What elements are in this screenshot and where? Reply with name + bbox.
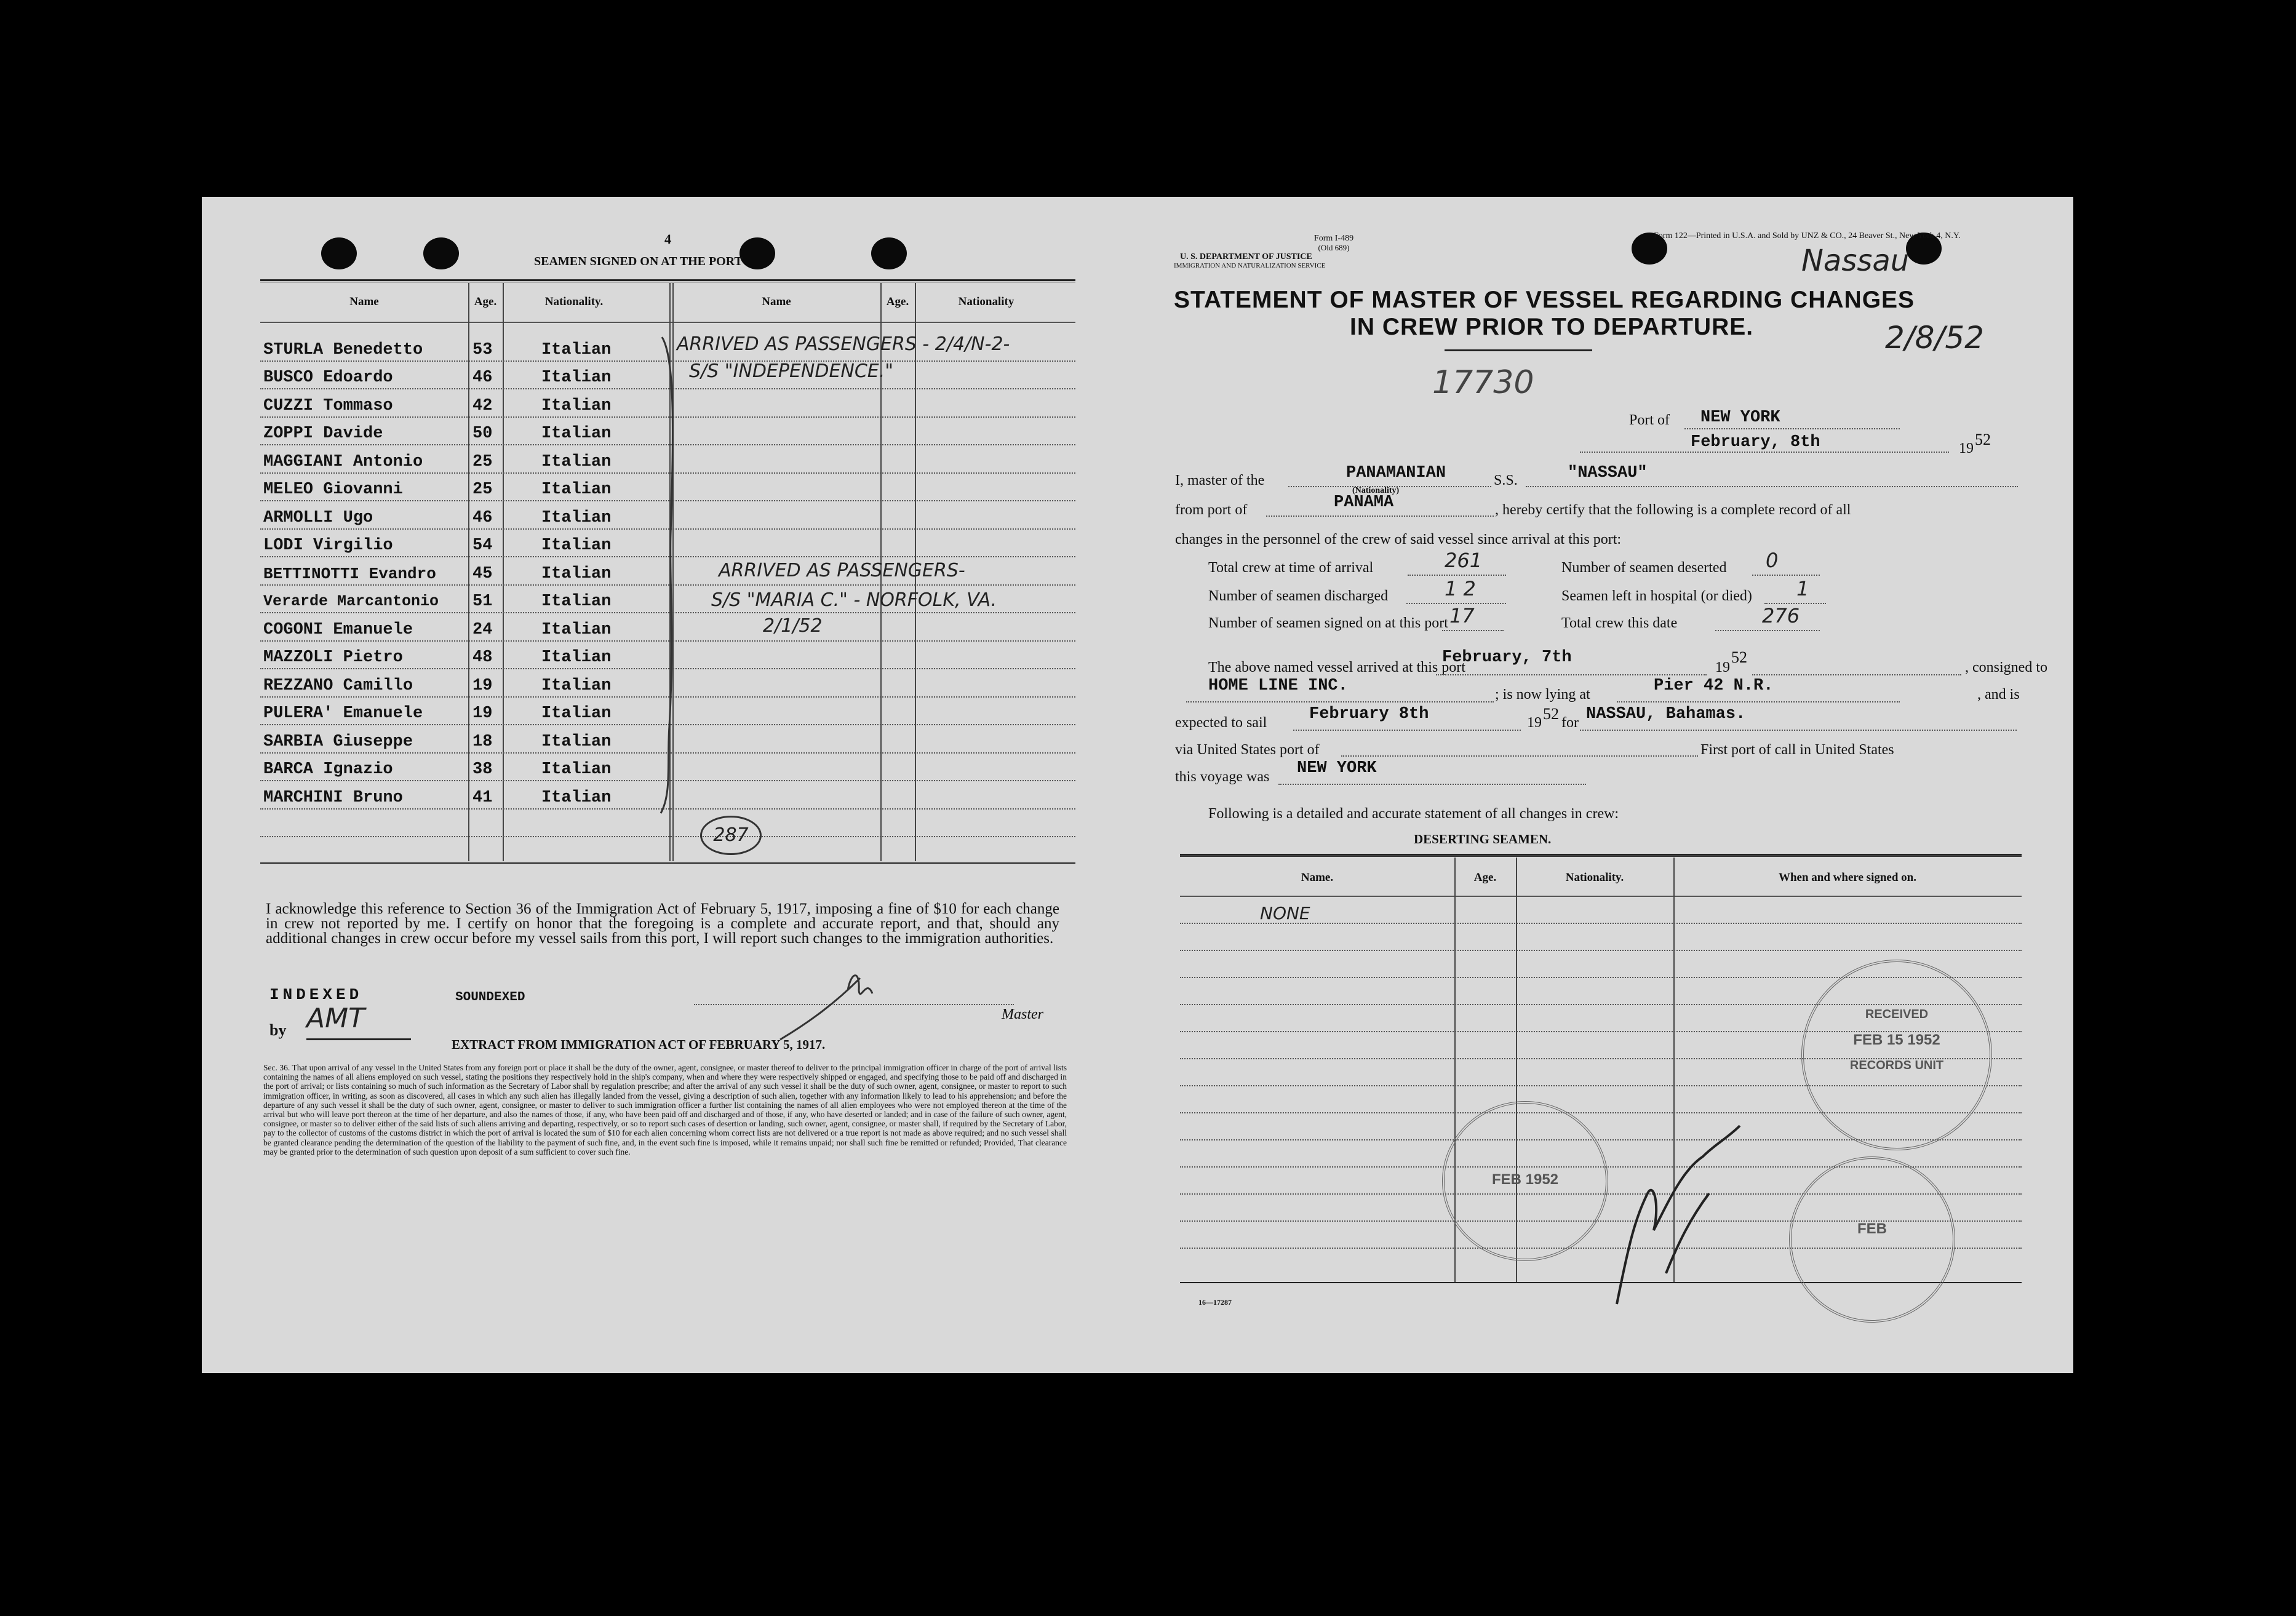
punch-hole — [871, 237, 907, 269]
seaman-name: Verarde Marcantonio — [263, 592, 439, 610]
certify-text: , hereby certify that the following is a complete record of all — [1495, 502, 1851, 518]
port-stamp-date: FEB 1952 — [1491, 1171, 1559, 1188]
annotation-independence-line2: S/S "INDEPENDENCE." — [689, 360, 894, 382]
received-stamp-line1: RECEIVED — [1865, 1008, 1929, 1021]
seaman-nationality: Italian — [541, 341, 612, 359]
seaman-nationality: Italian — [541, 677, 612, 695]
seaman-name: MELEO Giovanni — [263, 480, 403, 499]
field-line — [1442, 630, 1504, 631]
rule — [1180, 896, 2022, 897]
right-page — [1174, 197, 2073, 1373]
sail-year-prefix: 19 — [1527, 715, 1542, 731]
annotation-maria-line2: S/S "MARIA C." - NORFOLK, VA. — [711, 589, 997, 611]
col-header-name: Name — [349, 295, 379, 308]
seaman-age: 19 — [472, 677, 493, 695]
desert-col-nationality: Nationality. — [1565, 871, 1624, 884]
seaman-age: 19 — [472, 704, 493, 723]
port-label: Port of — [1629, 412, 1670, 428]
seaman-nationality: Italian — [541, 480, 612, 499]
form-number: Form I-489 — [1313, 234, 1354, 243]
col-divider — [503, 283, 504, 861]
voyage-value: NEW YORK — [1297, 759, 1377, 778]
seaman-name: MARCHINI Bruno — [263, 789, 403, 807]
left-hospital-label: Seamen left in hospital (or died) — [1561, 588, 1752, 604]
received-stamp-line3: RECORDS UNIT — [1849, 1059, 1944, 1072]
nationality-value: PANAMANIAN — [1346, 464, 1446, 482]
footer-code: 16—17287 — [1198, 1298, 1232, 1307]
arrived-year-prefix: 19 — [1715, 659, 1730, 675]
document-sheet — [202, 197, 2073, 1373]
col-header-nationality: Nationality. — [544, 295, 604, 308]
seamen-deserted-value: 0 — [1766, 549, 1779, 572]
received-stamp — [1801, 960, 1992, 1150]
seaman-age: 24 — [472, 621, 493, 639]
control-stamp-text: FEB — [1857, 1220, 1887, 1237]
lying-at: Pier 42 N.R. — [1654, 677, 1774, 695]
indexed-stamp: INDEXED — [269, 985, 363, 1004]
seaman-name: ARMOLLI Ugo — [263, 509, 373, 527]
desert-col-signed-on: When and where signed on. — [1778, 871, 1916, 884]
section-title: SEAMEN SIGNED ON AT THE PORT — [534, 255, 743, 268]
by-label: by — [269, 1021, 287, 1039]
file-number: 17730 — [1432, 364, 1534, 401]
seaman-name: LODI Virgilio — [263, 536, 393, 555]
field-line — [1408, 575, 1506, 576]
seaman-nationality: Italian — [541, 453, 612, 471]
consigned-label: , consigned to — [1965, 659, 2047, 675]
form-old-number: (Old 689) — [1318, 243, 1350, 252]
rule — [260, 862, 1075, 864]
seaman-nationality: Italian — [541, 648, 612, 667]
total-crew-arrival-label: Total crew at time of arrival — [1208, 560, 1374, 576]
rule — [1180, 856, 2022, 857]
col-header-age: Age. — [474, 295, 497, 308]
soundexed-stamp: SOUNDEXED — [455, 990, 525, 1005]
seaman-nationality: Italian — [541, 565, 612, 583]
col-header-nationality: Nationality — [958, 295, 1014, 308]
field-line — [1278, 784, 1586, 785]
field-line — [1715, 630, 1820, 631]
seaman-nationality: Italian — [541, 424, 612, 443]
and-is-label: , and is — [1977, 687, 2020, 703]
by-initials: AMT — [306, 1003, 365, 1034]
seaman-name: SARBIA Giuseppe — [263, 733, 413, 751]
seaman-name: MAGGIANI Antonio — [263, 453, 423, 471]
deserting-title: DESERTING SEAMEN. — [1414, 832, 1552, 846]
seaman-age: 50 — [472, 424, 493, 443]
seaman-age: 51 — [472, 592, 493, 611]
field-line — [1436, 674, 1707, 675]
seaman-age: 38 — [472, 760, 493, 779]
seaman-age: 42 — [472, 397, 493, 415]
row-rule — [1180, 950, 2022, 951]
seaman-nationality: Italian — [541, 368, 612, 387]
left-page — [202, 197, 1137, 1373]
seaman-nationality: Italian — [541, 733, 612, 751]
seaman-name: PULERA' Emanuele — [263, 704, 423, 723]
arrived-label: The above named vessel arrived at this port — [1208, 659, 1465, 675]
sail-year: 52 — [1543, 705, 1559, 723]
rule — [260, 279, 1075, 281]
field-line — [1684, 428, 1900, 429]
field-line — [1580, 452, 1949, 453]
handwritten-date: 2/8/52 — [1885, 320, 1984, 356]
port-stamp — [1442, 1101, 1608, 1261]
arrived-year: 52 — [1731, 648, 1747, 666]
seaman-name: MAZZOLI Pietro — [263, 648, 403, 667]
col-header-name: Name — [762, 295, 791, 308]
total-crew-date-label: Total crew this date — [1561, 615, 1678, 631]
ss-label: S.S. — [1494, 472, 1518, 488]
annotation-maria-line1: ARRIVED AS PASSENGERS- — [719, 560, 965, 581]
col-header-age: Age. — [886, 295, 909, 308]
ship-name: "NASSAU" — [1568, 464, 1648, 482]
service: IMMIGRATION AND NATURALIZATION SERVICE — [1174, 262, 1326, 269]
printer-note: Form 122—Printed in U.S.A. and Sold by UNZ & CO., 24 Beaver St., New York 4, N.Y. — [1654, 231, 1961, 241]
nationality-caption: (Nationality) — [1352, 486, 1400, 495]
seaman-age: 46 — [472, 368, 493, 387]
col-divider — [468, 283, 469, 861]
seaman-nationality: Italian — [541, 592, 612, 611]
field-line — [1752, 674, 1961, 675]
seaman-nationality: Italian — [541, 509, 612, 527]
row-rule — [260, 836, 1075, 837]
seaman-nationality: Italian — [541, 760, 612, 779]
seaman-nationality: Italian — [541, 621, 612, 639]
seaman-name: BARCA Ignazio — [263, 760, 393, 779]
desert-entry: NONE — [1260, 903, 1310, 923]
seaman-name: STURLA Benedetto — [263, 341, 423, 359]
seaman-age: 53 — [472, 341, 493, 359]
first-port-label: First port of call in United States — [1700, 742, 1894, 758]
voyage-label: this voyage was — [1175, 769, 1270, 785]
desert-col-name: Name. — [1301, 871, 1334, 884]
extract-title: EXTRACT FROM IMMIGRATION ACT OF FEBRUARY 5, 1917. — [452, 1037, 826, 1052]
seamen-deserted-label: Number of seamen deserted — [1561, 560, 1727, 576]
seaman-nationality: Italian — [541, 789, 612, 807]
received-stamp-date: FEB 15 1952 — [1853, 1032, 1940, 1048]
seaman-age: 25 — [472, 453, 493, 471]
seaman-name: BUSCO Edoardo — [263, 368, 393, 387]
seaman-name: CUZZI Tommaso — [263, 397, 393, 415]
sail-date: February 8th — [1309, 705, 1429, 723]
seaman-nationality: Italian — [541, 704, 612, 723]
field-line — [1617, 701, 1900, 703]
rule — [306, 1038, 411, 1040]
field-line — [1526, 486, 2018, 487]
field-line — [1341, 755, 1698, 757]
field-line — [1752, 575, 1820, 576]
via-label: via United States port of — [1175, 742, 1320, 758]
master-label: Master — [1002, 1006, 1043, 1022]
seaman-name: ZOPPI Davide — [263, 424, 383, 443]
field-line — [1266, 515, 1494, 517]
signed-on-label: Number of seamen signed on at this port — [1208, 615, 1448, 631]
seamen-discharged-value: 1 2 — [1445, 577, 1476, 600]
arrived-date: February, 7th — [1442, 648, 1572, 667]
seaman-age: 41 — [472, 789, 493, 807]
seaman-name: COGONI Emanuele — [263, 621, 413, 639]
changes-text: changes in the personnel of the crew of said vessel since arrival at this port: — [1175, 531, 1622, 547]
seamen-discharged-label: Number of seamen discharged — [1208, 588, 1389, 604]
department: U. S. DEPARTMENT OF JUSTICE — [1180, 252, 1312, 261]
circled-count: 287 — [700, 816, 762, 855]
date-value: February, 8th — [1691, 433, 1820, 452]
year-value: 52 — [1975, 431, 1991, 448]
total-crew-date-value: 276 — [1762, 604, 1800, 627]
seaman-age: 46 — [472, 509, 493, 527]
field-line — [1293, 730, 1521, 731]
acknowledgement-text: I acknowledge this reference to Section 36 of the Immigration Act of February 5, 1917, imposing a fine of $10 for each change in crew not reported by me. I certify on honor that the foregoing is a complete and accurate report, and that, should any additional changes in crew occur before my vessel sails from this port, I will report such changes to the immigration authorities. — [266, 901, 1059, 947]
seaman-age: 45 — [472, 565, 493, 583]
annotation-maria-line3: 2/1/52 — [763, 615, 823, 637]
expected-label: expected to sail — [1175, 715, 1267, 731]
rule — [260, 322, 1075, 323]
control-stamp — [1789, 1156, 1955, 1323]
extract-text: Sec. 36. That upon arrival of any vessel in the United States from any foreign port or place it shall be the duty of the owner, agent, consignee, or master thereof to deliver to the principal immigration officer in charge of the port of arrival lists containing the names of all aliens employed on such vessel, stating the positions they respectively hold in the ship's company, when and where they were respectively shipped or engaged, and specifying those to be paid off and discharged in the port of arrival; or lists containing so much of such information as the Secretary of Labor shall by regulation prescribe; and after the arrival of any such vessel it shall be the duty of such owner, agent, consignee, or master to report to such immigration officer, in writing, as soon as discovered, all cases in which any such alien has illegally landed from the vessel, giving a description of such alien, together with any information likely to lead to his apprehension; and before the departure of any such vessel it shall be the duty of such owner, agent, consignee, or master to deliver to such immigration officer a further list containing the names of all alien employees who were not employed thereon at the time of the arrival but who will leave port thereon at the time of her departure, and also the names of those, if any, who have been paid off and discharged and of those, if any, who have deserted or landed; and in case of the failure of such owner, agent, consignee, or master so to deliver either of the said lists of such aliens arriving and departing, respectively, or so to report such cases of desertion or landing, such owner, agent, consignee, or master shall, if required by the Secretary of Labor, pay to the collector of customs of the customs district in which the port of arrival is located the sum of $10 for each alien concerning whom correct lists are not delivered or a true report is not made as above required; and no such vessel shall be granted clearance pending the determination of the question of the liability to the payment of such fine, and, in the event such fine is imposed, while it remains unpaid; nor shall such fine be remitted or refunded; Provided, That clearance may be granted prior to the determination of such question upon deposit of a sum sufficient to cover such fine. — [263, 1063, 1067, 1156]
signed-on-value: 17 — [1449, 604, 1475, 627]
from-port-label: from port of — [1175, 502, 1248, 518]
for-label: for — [1561, 715, 1579, 731]
total-crew-arrival-value: 261 — [1445, 549, 1483, 572]
seaman-age: 54 — [472, 536, 493, 555]
year-prefix: 19 — [1959, 440, 1974, 456]
punch-hole — [739, 237, 775, 269]
punch-hole — [423, 237, 459, 269]
form-title-line1: STATEMENT OF MASTER OF VESSEL REGARDING CHANGES — [1174, 287, 1915, 313]
following-label: Following is a detailed and accurate statement of all changes in crew: — [1208, 806, 1619, 822]
officer-signature — [1592, 1120, 1764, 1316]
handwritten-nassau: Nassau — [1801, 244, 1910, 278]
annotation-independence-line1: ARRIVED AS PASSENGERS - 2/4/N-2- — [677, 333, 1010, 355]
desert-col-age: Age. — [1473, 871, 1497, 884]
seaman-age: 25 — [472, 480, 493, 499]
from-port-value: PANAMA — [1334, 493, 1394, 512]
form-title-line2: IN CREW PRIOR TO DEPARTURE. — [1350, 314, 1754, 340]
title-underline — [1445, 349, 1592, 351]
master-of-label: I, master of the — [1175, 472, 1265, 488]
seaman-nationality: Italian — [541, 397, 612, 415]
page-number: 4 — [664, 231, 671, 247]
seaman-name: REZZANO Camillo — [263, 677, 413, 695]
destination: NASSAU, Bahamas. — [1586, 705, 1746, 723]
master-signature — [774, 966, 897, 1046]
field-line — [1186, 701, 1494, 703]
rule — [1180, 854, 2022, 856]
seaman-nationality: Italian — [541, 536, 612, 555]
seaman-age: 48 — [472, 648, 493, 667]
seaman-name: BETTINOTTI Evandro — [263, 565, 436, 583]
left-hospital-value: 1 — [1796, 577, 1809, 600]
lying-label: ; is now lying at — [1495, 687, 1590, 703]
seaman-age: 18 — [472, 733, 493, 751]
consignee: HOME LINE INC. — [1208, 677, 1348, 695]
hand-brace-mark — [656, 332, 680, 818]
port-value: NEW YORK — [1700, 408, 1780, 427]
field-line — [1580, 730, 2017, 731]
punch-hole — [321, 237, 357, 269]
